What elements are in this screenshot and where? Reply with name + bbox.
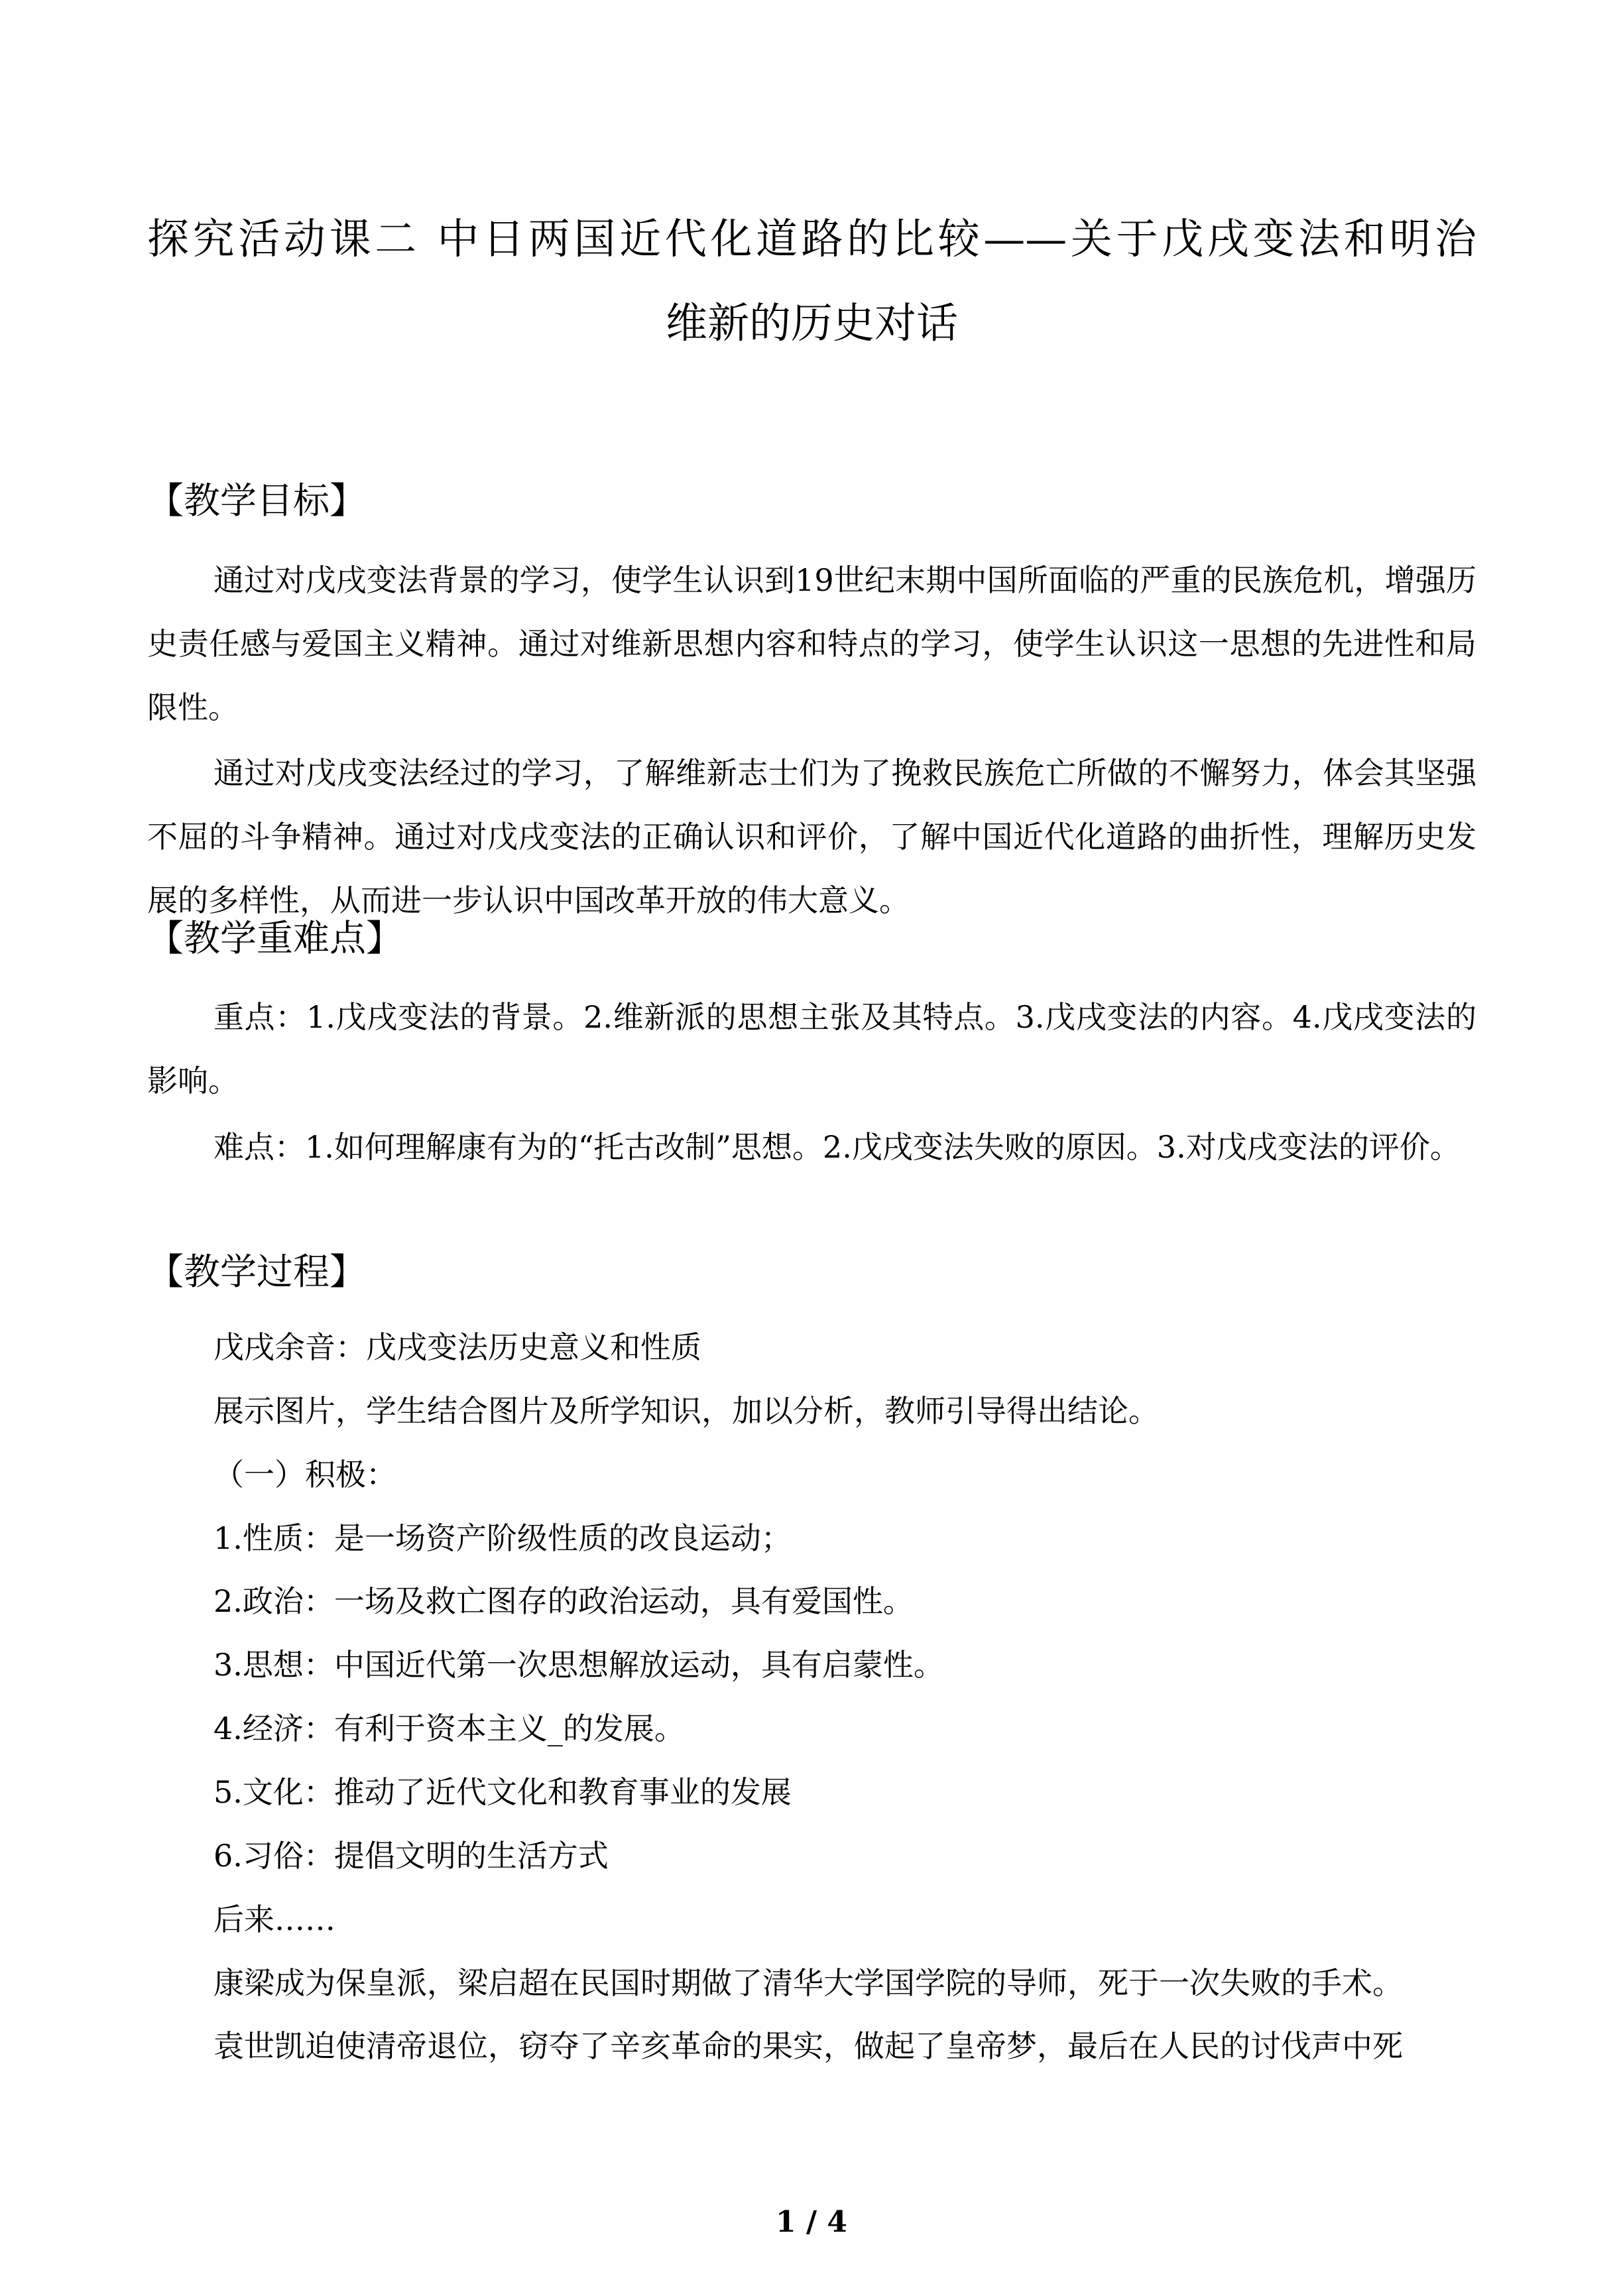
process-line: 1.性质：是一场资产阶级性质的改良运动；	[213, 1520, 792, 1556]
process-line: 展示图片，学生结合图片及所学知识，加以分析，教师引导得出结论。	[213, 1393, 1159, 1429]
goals-paragraph-1	[147, 548, 1476, 739]
section-heading-process: 【教学过程】	[147, 1250, 367, 1293]
process-line: 3.思想：中国近代第一次思想解放运动，具有启蒙性。	[213, 1647, 944, 1683]
page-number: 1 / 4	[776, 2205, 847, 2239]
process-line: 4.经济：有利于资本主义_的发展。	[213, 1711, 685, 1746]
goals-paragraph-2-text: 通过对戊戌变法经过的学习，了解维新志士们为了挽救民族危亡所做的不懈努力，体会其坚强不屈的斗争精神。通过对戊戌变法的正确认识和评价，了解中国近代化道路的曲折性，理解历史发展的多样性，从而进一步认识中国改革开放的伟大意义。	[147, 755, 1476, 918]
process-line: 5.文化：推动了近代文化和教育事业的发展	[213, 1774, 792, 1810]
process-line: 6.习俗：提倡文明的生活方式	[213, 1838, 609, 1874]
process-line: 戊戌余音：戊戌变法历史意义和性质	[213, 1329, 701, 1365]
section-heading-goals: 【教学目标】	[147, 479, 367, 522]
key-points-paragraph-1-text: 重点：1.戊戌变法的背景。2.维新派的思想主张及其特点。3.戊戌变法的内容。4.戊戌变法的影响。	[147, 999, 1476, 1099]
key-points-paragraph-1	[147, 985, 1476, 1113]
process-line-kang-liang: 康梁成为保皇派，梁启超在民国时期做了清华大学国学院的导师，死于一次失败的手术。	[213, 1965, 1403, 2001]
process-line: 后来……	[213, 1902, 335, 1937]
key-points-paragraph-2	[147, 1115, 1476, 1179]
process-line: （一）积极：	[213, 1457, 396, 1492]
key-points-paragraph-2-text: 难点：1.如何理解康有为的“托古改制”思想。2.戊戌变法失败的原因。3.对戊戌变法的评价。	[213, 1129, 1461, 1165]
section-heading-key-points: 【教学重难点】	[147, 917, 403, 959]
goals-paragraph-2	[147, 741, 1476, 932]
process-line: 2.政治：一场及救亡图存的政治运动，具有爱国性。	[213, 1583, 914, 1619]
document-title-line-2: 维新的历史对话	[666, 299, 958, 347]
document-title-line-1: 探究活动课二 中日两国近代化道路的比较——关于戊戌变法和明治	[147, 215, 1476, 263]
process-line-yuan-shikai: 袁世凯迫使清帝退位，窃夺了辛亥革命的果实，做起了皇帝梦，最后在人民的讨伐声中死	[213, 2028, 1403, 2064]
goals-paragraph-1-text: 通过对戊戌变法背景的学习，使学生认识到19世纪末期中国所面临的严重的民族危机，增强历史责任感与爱国主义精神。通过对维新思想内容和特点的学习，使学生认识这一思想的先进性和局限性。	[147, 562, 1476, 725]
